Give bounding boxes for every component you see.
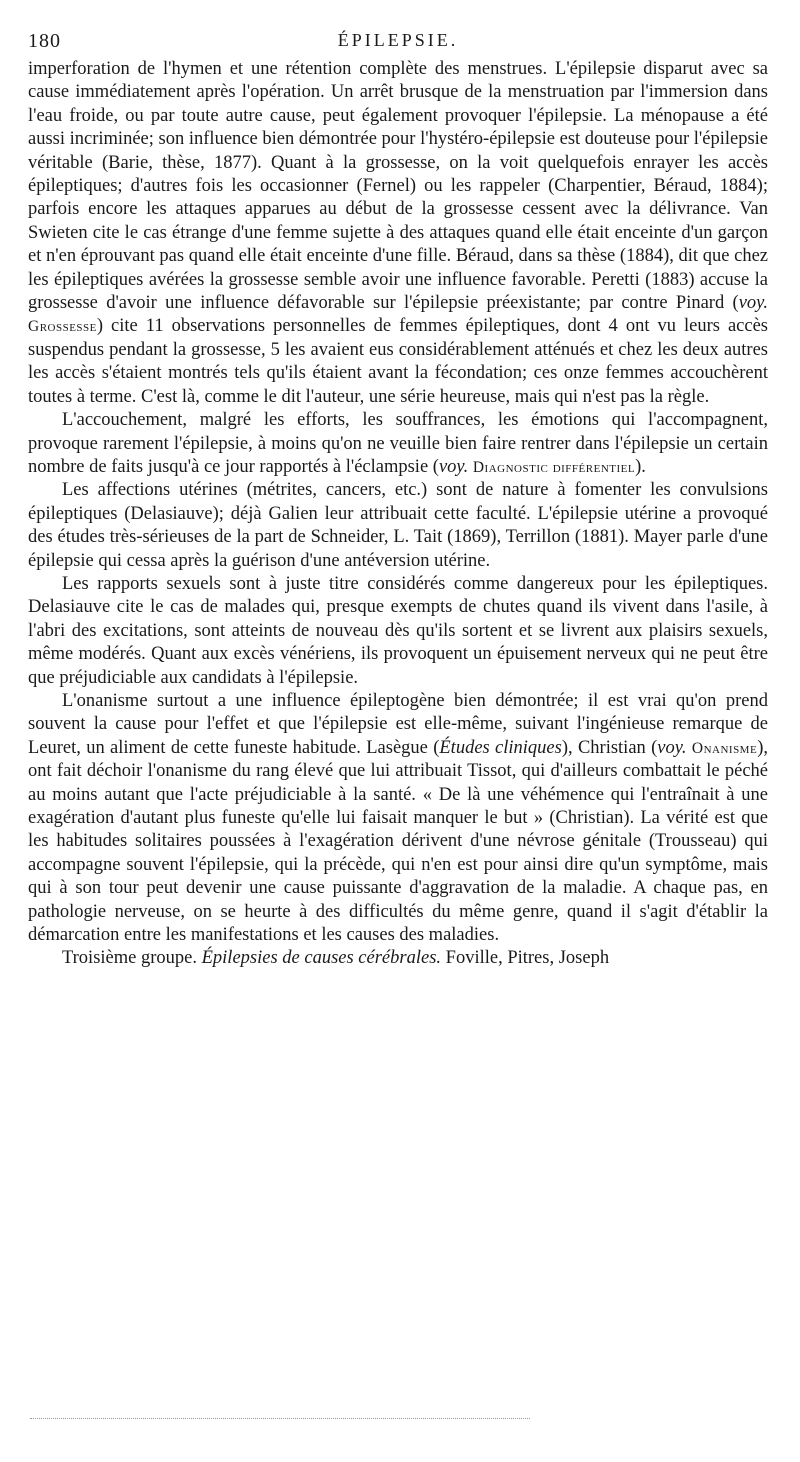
paragraph-5-voy: voy. <box>657 737 687 758</box>
page-number: 180 <box>28 30 61 52</box>
paragraph-3-text: Les affections utérines (métrites, cancers, etc.) sont de nature à fomenter les convulsions épileptiques (Delasiauve); déjà Galien leur attribuait cette faculté. L'épilepsie utérine a provoqué des études très-sérieuses de la part de Schneider, L. Tait (1869), Terrillon (1881). Mayer parle d'une épilepsie qui cessa après la guérison d'une antéversion utérine. <box>28 480 768 571</box>
paragraph-4-text: Les rapports sexuels sont à juste titre considérés comme dangereux pour les épileptiques. Delasiauve cite le cas de malades qui, presque exempts de chutes quand ils vivent dans l'asile, à l'abri des excitations, sont atteints de nouveau dès qu'ils sortent et se livrent aux plaisirs sexuels, même modérés. Quant aux excès vénériens, ils provoquent un épuisement nerveux qui ne peut être que préjudiciable aux candidats à l'épilepsie. <box>28 573 768 688</box>
running-head <box>28 28 768 58</box>
paragraph-3 <box>28 479 768 573</box>
paragraph-1-text-a: imperforation de l'hymen et une rétention complète des menstrues. L'épilepsie disparut avec sa cause immédiatement après l'opération. Un arrêt brusque de la menstruation par l'immersion dans l'eau froide, ou par toute autre cause, peut également provoquer l'épilepsie. La ménopause a été aussi incriminée; son influence bien démontrée pour l'hystéro-épilepsie est douteuse pour l'épilepsie véritable (Barie, thèse, 1877). Quant à la grossesse, on la voit quelquefois enrayer les accès épileptiques; d'autres fois les occasionner (Fernel) ou les rappeler (Charpentier, Béraud, 1884); parfois encore les attaques apparues au début de la grossesse cessent avec la délivrance. Van Swieten cite le cas étrange d'une femme sujette à des attaques quand elle était enceinte d'un garçon et n'en éprouvant pas quand elle était enceinte d'une fille. Béraud, dans sa thèse (1884), dit que chez les épileptiques avérées la grossesse semble avoir une influence favorable. Peretti (1883) accuse la grossesse d'avoir une influence défavorable sur l'épilepsie préexistante; par contre Pinard ( <box>28 59 768 314</box>
paragraph-2 <box>28 409 768 479</box>
paragraph-1-crossref: Grossesse <box>28 318 97 336</box>
paragraph-5-text-b: ), Christian ( <box>561 737 658 758</box>
document-page <box>28 28 768 971</box>
body-text <box>28 58 768 971</box>
paragraph-1-text-b: ) cite 11 observations personnelles de femmes épileptiques, dont 4 ont vu leurs accès suspendus pendant la grossesse, 5 les avaient eus considérablement atténués et chez les deux autres les accès s'étaient montrés tels qu'ils étaient avant la fécondation; ces onze femmes accouchèrent toutes à terme. C'est là, comme le dit l'auteur, une série heureuse, mais qui n'est pas la règle. <box>28 316 768 407</box>
paragraph-2-text-b: ). <box>635 456 646 477</box>
paragraph-4 <box>28 573 768 690</box>
paragraph-6 <box>28 947 768 970</box>
paragraph-5-crossref: Onanisme <box>691 739 758 757</box>
paragraph-5 <box>28 690 768 947</box>
page-title: ÉPILEPSIE. <box>337 30 459 50</box>
paragraph-2-crossref: Diagnostic différentiel <box>472 458 636 476</box>
footer-rule <box>30 1418 530 1419</box>
paragraph-6-italic-heading: Épilepsies de causes cérébrales. <box>201 948 442 969</box>
paragraph-2-text-a: L'accouchement, malgré les efforts, les souffrances, les émotions qui l'accompagnent, provoque rarement l'épilepsie, à moins qu'on ne veuille bien faire rentrer dans l'épilepsie un certain nombre de faits jusqu'à ce jour rapportés à l'éclampsie ( <box>28 410 768 477</box>
paragraph-1 <box>28 58 768 409</box>
paragraph-5-text-c: ), ont fait déchoir l'onanisme du rang élevé que lui attribuait Tissot, qui d'ailleurs combattait le péché au moins autant que l'acte préjudiciable à la santé. « De là une véhémence qui l'entraînait à une exagération d'autant plus funeste qu'elle lui faisait manquer le but » (Christian). La vérité est que les habitudes solitaires poussées à l'exagération dérivent d'une névrose génitale (Trousseau) qui accompagne souvent l'épilepsie, qui la précède, qui n'en est pour ainsi dire qu'un symptôme, mais qui à son tour peut devenir une cause puissante d'aggravation de la maladie. A chaque pas, en pathologie nerveuse, on se heurte à des difficultés du même genre, quand il s'agit d'établir la démarcation entre les manifestations et les causes des maladies. <box>28 737 768 946</box>
paragraph-6-text-a: Troisième groupe. <box>62 948 202 969</box>
paragraph-5-text-a: L'onanisme surtout a une influence épileptogène bien démontrée; il est vrai qu'on prend souvent la cause pour l'effet et que l'épilepsie est elle-même, suivant l'ingénieuse remarque de Leuret, un aliment de cette funeste habitude. Lasègue ( <box>28 690 768 758</box>
paragraph-6-text-b: Foville, Pitres, Joseph <box>441 948 610 969</box>
paragraph-2-voy: voy. <box>438 456 469 477</box>
paragraph-1-voy: voy. <box>738 293 768 314</box>
paragraph-5-italic-title: Études cliniques <box>439 737 562 758</box>
